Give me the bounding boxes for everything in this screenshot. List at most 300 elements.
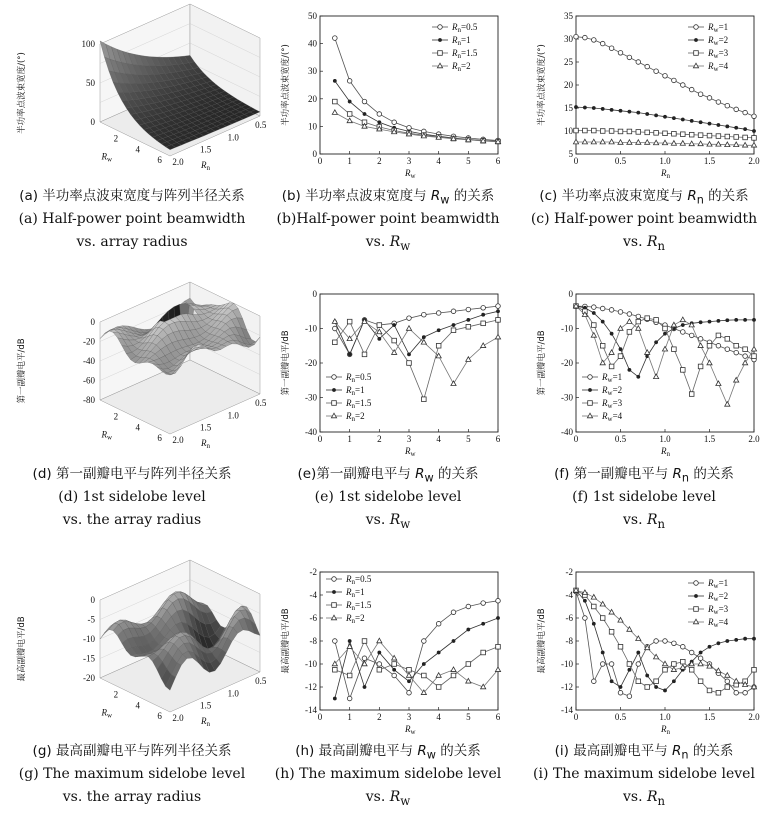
data-point-f-0 — [609, 308, 614, 313]
data-point-c-1 — [681, 118, 684, 121]
x-tick-label-b: 5 — [466, 156, 471, 166]
x-axis-label-e: $R_w$ — [405, 446, 416, 458]
x-tick-label-c: 1.5 — [703, 156, 716, 166]
x-tick-label-h: 4 — [436, 712, 441, 722]
data-point-e-0 — [407, 316, 412, 321]
y-axis-label-d: $R_n$ — [201, 438, 210, 450]
x-tick-label-g: 2 — [113, 689, 119, 700]
data-point-h-1 — [378, 651, 381, 654]
data-point-c-2 — [592, 128, 597, 133]
legend-label-c-3: $R_w=4$ — [708, 61, 729, 73]
data-point-i-1 — [628, 668, 631, 671]
caption-g-zh: (g) 最高副瓣电平与阵列半径关系 — [32, 743, 232, 759]
y-tick-label-d: 0.5 — [255, 398, 267, 409]
data-point-f-0 — [743, 354, 748, 359]
data-point-c-0 — [743, 110, 748, 115]
y-tick-label-i: -2 — [565, 567, 573, 577]
caption-a-en-2: vs. array radius — [76, 234, 188, 250]
data-point-e-2 — [347, 319, 352, 324]
z-tick-label-d: -40 — [83, 356, 95, 366]
y-tick-label-i: -6 — [565, 613, 573, 623]
line-chart-e — [268, 282, 508, 462]
data-point-h-1 — [348, 639, 351, 642]
x-tick-label-e: 4 — [436, 434, 441, 444]
data-point-i-0 — [689, 650, 694, 655]
x-tick-label-h: 0 — [317, 712, 323, 722]
y-tick-label-b: 40 — [308, 38, 317, 49]
data-point-i-2 — [645, 685, 650, 690]
data-point-c-2 — [600, 129, 605, 134]
data-point-b-0 — [407, 125, 412, 130]
data-point-e-1 — [496, 310, 499, 313]
data-point-f-2 — [689, 392, 694, 397]
x-tick-label-i: 1.0 — [659, 712, 671, 722]
data-point-e-0 — [333, 326, 338, 331]
y-tick-label-g: 1.0 — [227, 688, 239, 699]
data-point-c-0 — [689, 87, 694, 92]
caption-c-en-2: vs. $R_n$ — [622, 234, 666, 253]
data-point-c-1 — [637, 111, 640, 114]
data-point-c-0 — [574, 34, 579, 39]
z-axis-label-a: 半功率点波束宽度/(°) — [17, 52, 27, 134]
data-point-f-2 — [752, 354, 757, 359]
x-tick-label-a: 6 — [157, 154, 162, 165]
caption-e — [258, 463, 518, 532]
data-point-f-1 — [681, 323, 684, 326]
legend-marker-e-1 — [332, 388, 335, 391]
data-point-i-2 — [663, 667, 668, 672]
caption-d-en-2: vs. the array radius — [62, 512, 202, 528]
x-tick-label-a: 4 — [135, 144, 140, 155]
data-point-c-0 — [725, 103, 730, 108]
data-point-i-0 — [618, 690, 623, 695]
x-tick-label-h: 1 — [347, 712, 352, 722]
x-tick-label-d: 2 — [113, 411, 119, 422]
caption-a — [2, 185, 262, 254]
data-point-h-1 — [393, 668, 396, 671]
data-point-c-0 — [583, 35, 588, 40]
y-tick-label-e: -30 — [305, 392, 317, 403]
y-tick-label-e: -20 — [305, 358, 317, 368]
data-point-c-2 — [627, 129, 632, 134]
data-point-f-0 — [725, 347, 730, 352]
data-point-h-2 — [362, 639, 367, 644]
data-point-i-1 — [583, 599, 586, 602]
data-point-c-2 — [681, 132, 686, 137]
y-tick-label-h: -6 — [309, 613, 317, 623]
data-point-i-2 — [618, 644, 623, 649]
data-point-h-0 — [333, 639, 338, 644]
data-point-f-2 — [716, 333, 721, 338]
y-tick-label-f: 0 — [568, 289, 573, 299]
y-tick-label-h: -10 — [305, 659, 317, 669]
data-point-c-2 — [609, 129, 614, 134]
z-tick-label-a: 0 — [90, 117, 95, 127]
data-point-i-0 — [681, 644, 686, 649]
data-point-h-1 — [422, 662, 425, 665]
legend-marker-i-2 — [694, 607, 699, 612]
data-point-i-1 — [735, 638, 738, 641]
data-point-e-2 — [392, 338, 397, 343]
data-point-c-0 — [707, 96, 712, 101]
data-point-c-1 — [619, 109, 622, 112]
x-tick-label-h: 3 — [406, 712, 412, 722]
legend-label-f-0: $R_w=1$ — [602, 372, 623, 384]
x-tick-label-i: 2.0 — [748, 712, 760, 722]
data-point-c-1 — [663, 115, 666, 118]
x-tick-label-b: 6 — [495, 156, 501, 166]
panel-c — [524, 4, 764, 184]
data-point-i-2 — [600, 616, 605, 621]
caption-f — [514, 463, 774, 532]
data-point-i-1 — [592, 622, 595, 625]
data-point-h-1 — [452, 639, 455, 642]
legend-label-i-0: $R_w=1$ — [708, 578, 729, 590]
data-point-h-0 — [407, 690, 412, 695]
data-point-i-2 — [707, 688, 712, 693]
data-point-h-2 — [451, 673, 456, 678]
x-tick-label-f: 1.5 — [703, 434, 716, 444]
data-point-e-2 — [422, 397, 427, 402]
data-point-b-0 — [392, 120, 397, 125]
surface-chart-d — [12, 282, 267, 462]
data-point-i-1 — [637, 651, 640, 654]
y-tick-label-c: 5 — [568, 149, 573, 159]
y-tick-label-i: -4 — [565, 590, 573, 600]
x-tick-label-c: 1.0 — [659, 156, 671, 166]
legend-label-f-1: $R_w=2$ — [602, 385, 623, 397]
data-point-b-1 — [363, 112, 366, 115]
y-tick-label-i: -10 — [561, 659, 573, 669]
data-point-i-2 — [592, 604, 597, 609]
data-point-c-1 — [708, 122, 711, 125]
data-point-i-1 — [655, 685, 658, 688]
x-tick-label-b: 4 — [436, 156, 441, 166]
data-point-f-0 — [698, 337, 703, 342]
legend-marker-f-1 — [588, 388, 591, 391]
data-point-h-0 — [377, 662, 382, 667]
y-tick-label-g: 2.0 — [172, 713, 184, 723]
data-point-i-2 — [689, 667, 694, 672]
data-point-h-2 — [481, 650, 486, 655]
data-point-i-0 — [654, 639, 659, 644]
data-point-c-1 — [690, 119, 693, 122]
y-axis-label-a: $R_n$ — [201, 160, 210, 172]
data-point-i-0 — [725, 679, 730, 684]
data-point-f-2 — [618, 354, 623, 359]
y-tick-label-e: -10 — [305, 323, 317, 334]
caption-c — [514, 185, 774, 254]
data-point-f-0 — [716, 343, 721, 348]
data-point-e-2 — [466, 324, 471, 329]
data-point-f-0 — [734, 350, 739, 355]
legend-label-h-1: $R_n=1$ — [346, 587, 365, 599]
data-point-c-1 — [646, 112, 649, 115]
y-tick-label-i: -12 — [561, 682, 573, 692]
data-point-h-0 — [422, 639, 427, 644]
data-point-h-2 — [333, 667, 338, 672]
data-point-c-2 — [583, 128, 588, 133]
data-point-f-0 — [600, 306, 605, 311]
x-tick-label-g: 4 — [135, 700, 140, 711]
z-tick-label-d: -60 — [83, 375, 95, 386]
x-axis-label-i: $R_n$ — [661, 724, 670, 736]
data-point-h-2 — [496, 644, 501, 649]
x-tick-label-f: 1.0 — [659, 434, 671, 444]
legend-label-b-2: $R_n=1.5$ — [452, 48, 478, 60]
data-point-f-2 — [734, 343, 739, 348]
data-point-f-1 — [663, 332, 666, 335]
panel-g — [12, 560, 267, 740]
data-point-f-1 — [708, 320, 711, 323]
panel-i — [524, 560, 764, 740]
data-point-b-1 — [348, 100, 351, 103]
y-tick-label-b: 50 — [308, 11, 317, 21]
x-tick-label-i: 0 — [573, 712, 579, 722]
caption-d-zh: (d) 第一副瓣电平与阵列半径关系 — [32, 466, 232, 482]
data-point-e-2 — [481, 321, 486, 326]
legend-label-i-2: $R_w=3$ — [708, 604, 729, 616]
y-axis-label-c: 半功率点波束宽度/(°) — [537, 44, 547, 126]
legend-label-b-3: $R_n=2$ — [452, 61, 471, 73]
x-tick-label-e: 6 — [495, 434, 501, 444]
data-point-h-1 — [496, 616, 499, 619]
caption-d — [2, 463, 262, 532]
legend-label-h-0: $R_n=0.5$ — [346, 574, 372, 586]
z-tick-label-g: -15 — [83, 653, 95, 664]
x-tick-label-c: 0.5 — [614, 156, 627, 166]
data-point-c-1 — [726, 125, 729, 128]
data-point-b-2 — [347, 112, 352, 117]
x-tick-label-f: 2.0 — [748, 434, 760, 444]
data-point-i-2 — [609, 630, 614, 635]
panel-e — [268, 282, 508, 462]
data-point-h-0 — [451, 610, 456, 615]
z-tick-label-d: -20 — [83, 336, 95, 347]
data-point-i-1 — [663, 689, 666, 692]
data-point-e-2 — [333, 340, 338, 345]
z-tick-label-a: 100 — [81, 39, 95, 49]
data-point-c-1 — [717, 123, 720, 126]
data-point-c-2 — [645, 130, 650, 135]
caption-i-en-2: vs. $R_n$ — [622, 789, 666, 808]
x-tick-label-g: 6 — [157, 710, 162, 721]
x-tick-label-b: 3 — [406, 156, 412, 166]
x-axis-label-f: $R_n$ — [661, 446, 670, 458]
y-axis-label-b: 半功率点波束宽度/(°) — [281, 44, 291, 126]
data-point-c-0 — [627, 55, 632, 60]
caption-f-en-2: vs. $R_n$ — [622, 512, 666, 531]
data-point-e-0 — [466, 307, 471, 312]
y-tick-label-d: 1.5 — [199, 422, 212, 433]
x-tick-label-h: 6 — [495, 712, 501, 722]
data-point-i-0 — [636, 662, 641, 667]
y-tick-label-c: 20 — [564, 80, 573, 90]
data-point-f-2 — [592, 323, 597, 328]
data-point-i-2 — [672, 662, 677, 667]
caption-e-en-1: (e) 1st sidelobe level — [314, 489, 462, 505]
z-tick-label-d: 0 — [90, 317, 95, 327]
z-tick-label-a: 50 — [86, 78, 95, 88]
data-point-c-0 — [645, 64, 650, 69]
data-point-e-1 — [393, 323, 396, 326]
legend-marker-f-2 — [588, 401, 593, 406]
data-point-e-0 — [436, 311, 441, 316]
caption-i-en-1: (i) The maximum sidelobe level — [533, 766, 755, 782]
data-point-f-1 — [592, 311, 595, 314]
data-point-f-1 — [726, 319, 729, 322]
data-point-e-1 — [437, 329, 440, 332]
legend-marker-f-0 — [588, 375, 593, 380]
x-axis-label-c: $R_n$ — [661, 168, 670, 180]
y-tick-label-h: -14 — [305, 705, 317, 715]
data-point-f-1 — [601, 320, 604, 323]
data-point-h-1 — [363, 685, 366, 688]
legend-label-i-3: $R_w=4$ — [708, 617, 729, 629]
caption-e-zh: (e)第一副瓣电平与 $R_w$ 的关系 — [297, 466, 479, 485]
data-point-c-0 — [654, 69, 659, 74]
legend-marker-i-1 — [694, 594, 697, 597]
y-tick-label-b: 20 — [308, 93, 317, 104]
legend-label-e-3: $R_n=2$ — [346, 411, 365, 423]
x-axis-label-g: $R_w$ — [101, 707, 113, 720]
z-tick-label-g: -5 — [87, 614, 95, 625]
caption-b-en-2: vs. $R_w$ — [365, 234, 411, 253]
line-chart-f — [524, 282, 764, 462]
data-point-b-0 — [333, 36, 338, 41]
data-point-f-1 — [744, 318, 747, 321]
data-point-h-2 — [377, 667, 382, 672]
x-tick-label-i: 1.5 — [703, 712, 716, 722]
data-point-i-1 — [601, 651, 604, 654]
data-point-b-2 — [333, 99, 338, 104]
z-tick-label-g: -10 — [83, 634, 95, 644]
y-axis-label-i: 最高副瓣电平/dB — [537, 608, 547, 674]
data-point-i-1 — [699, 651, 702, 654]
y-tick-label-a: 2.0 — [172, 157, 184, 167]
z-axis-label-g: 最高副瓣电平/dB — [17, 616, 27, 682]
caption-a-en-1: (a) Half-power point beamwidth — [18, 211, 246, 227]
line-chart-i — [524, 560, 764, 740]
data-point-c-2 — [707, 133, 712, 138]
y-tick-label-d: 1.0 — [227, 410, 239, 421]
x-tick-label-e: 0 — [317, 434, 323, 444]
data-point-f-2 — [654, 318, 659, 323]
legend-label-c-2: $R_w=3$ — [708, 48, 729, 60]
legend-marker-c-2 — [694, 51, 699, 56]
legend-label-e-0: $R_n=0.5$ — [346, 372, 372, 384]
y-tick-label-h: -2 — [309, 567, 317, 577]
data-point-i-0 — [592, 679, 597, 684]
z-tick-label-g: -20 — [83, 673, 95, 683]
data-point-f-2 — [725, 337, 730, 342]
panel-a — [12, 4, 267, 184]
legend-marker-b-1 — [438, 38, 441, 41]
data-point-c-0 — [681, 83, 686, 88]
legend-label-b-0: $R_n=0.5$ — [452, 22, 478, 34]
data-point-i-0 — [734, 690, 739, 695]
data-point-f-1 — [619, 348, 622, 351]
legend-marker-h-0 — [332, 577, 337, 582]
line-chart-h — [268, 560, 508, 740]
data-point-c-1 — [699, 121, 702, 124]
data-point-h-2 — [466, 662, 471, 667]
caption-h-en-2: vs. $R_w$ — [365, 789, 411, 808]
data-point-f-2 — [636, 319, 641, 324]
caption-b-en-1: (b)Half-power point beamwidth — [276, 211, 500, 227]
y-tick-label-i: -14 — [561, 705, 573, 715]
y-tick-label-f: -40 — [561, 427, 573, 437]
x-tick-label-b: 1 — [347, 156, 352, 166]
data-point-i-0 — [600, 662, 605, 667]
y-tick-label-c: 25 — [564, 57, 573, 67]
data-point-f-2 — [698, 364, 703, 369]
data-point-i-0 — [663, 639, 668, 644]
legend-label-i-1: $R_w=2$ — [708, 591, 729, 603]
legend-label-b-1: $R_n=1$ — [452, 35, 471, 47]
data-point-e-2 — [407, 361, 412, 366]
x-axis-label-h: $R_w$ — [405, 724, 416, 736]
data-point-h-1 — [333, 697, 336, 700]
data-point-f-1 — [655, 341, 658, 344]
data-point-h-2 — [407, 667, 412, 672]
y-axis-label-e: 第一副瓣电平/dB — [281, 330, 291, 396]
caption-h-en-1: (h) The maximum sidelobe level — [274, 766, 502, 782]
data-point-i-0 — [627, 694, 632, 699]
data-point-b-1 — [378, 121, 381, 124]
data-point-f-2 — [645, 316, 650, 321]
data-point-f-2 — [743, 347, 748, 352]
data-point-h-0 — [481, 601, 486, 606]
y-axis-label-f: 第一副瓣电平/dB — [537, 330, 547, 396]
data-point-e-1 — [467, 318, 470, 321]
y-tick-label-d: 2.0 — [172, 435, 184, 445]
x-tick-label-c: 0 — [573, 156, 579, 166]
line-chart-c — [524, 4, 764, 184]
data-point-h-2 — [347, 673, 352, 678]
data-point-c-1 — [574, 105, 577, 108]
line-chart-b — [268, 4, 508, 184]
y-tick-label-b: 10 — [308, 121, 317, 132]
data-point-i-2 — [627, 662, 632, 667]
data-point-f-0 — [592, 305, 597, 310]
data-point-c-2 — [618, 129, 623, 134]
data-point-i-0 — [609, 662, 614, 667]
z-axis-label-d: 第一副瓣电平/dB — [17, 338, 27, 404]
data-point-f-1 — [637, 375, 640, 378]
caption-i-zh: (i) 最高副瓣电平与 $R_n$ 的关系 — [554, 743, 734, 762]
legend-label-e-2: $R_n=1.5$ — [346, 398, 372, 410]
caption-i — [514, 740, 774, 809]
data-point-c-1 — [628, 110, 631, 113]
legend-marker-i-0 — [694, 581, 699, 586]
y-tick-label-a: 1.0 — [227, 132, 239, 143]
data-point-h-0 — [347, 696, 352, 701]
x-tick-label-e: 5 — [466, 434, 471, 444]
x-tick-label-h: 2 — [377, 712, 382, 722]
caption-d-en-1: (d) 1st sidelobe level — [58, 489, 206, 505]
data-point-c-0 — [618, 51, 623, 56]
data-point-i-1 — [672, 680, 675, 683]
data-point-e-1 — [482, 313, 485, 316]
surface-chart-a — [12, 4, 267, 184]
caption-g — [2, 740, 262, 809]
caption-g-en-1: (g) The maximum sidelobe level — [18, 766, 246, 782]
data-point-c-2 — [654, 131, 659, 136]
data-point-i-2 — [654, 679, 659, 684]
data-point-f-0 — [618, 310, 623, 315]
y-tick-label-h: -8 — [309, 636, 317, 646]
